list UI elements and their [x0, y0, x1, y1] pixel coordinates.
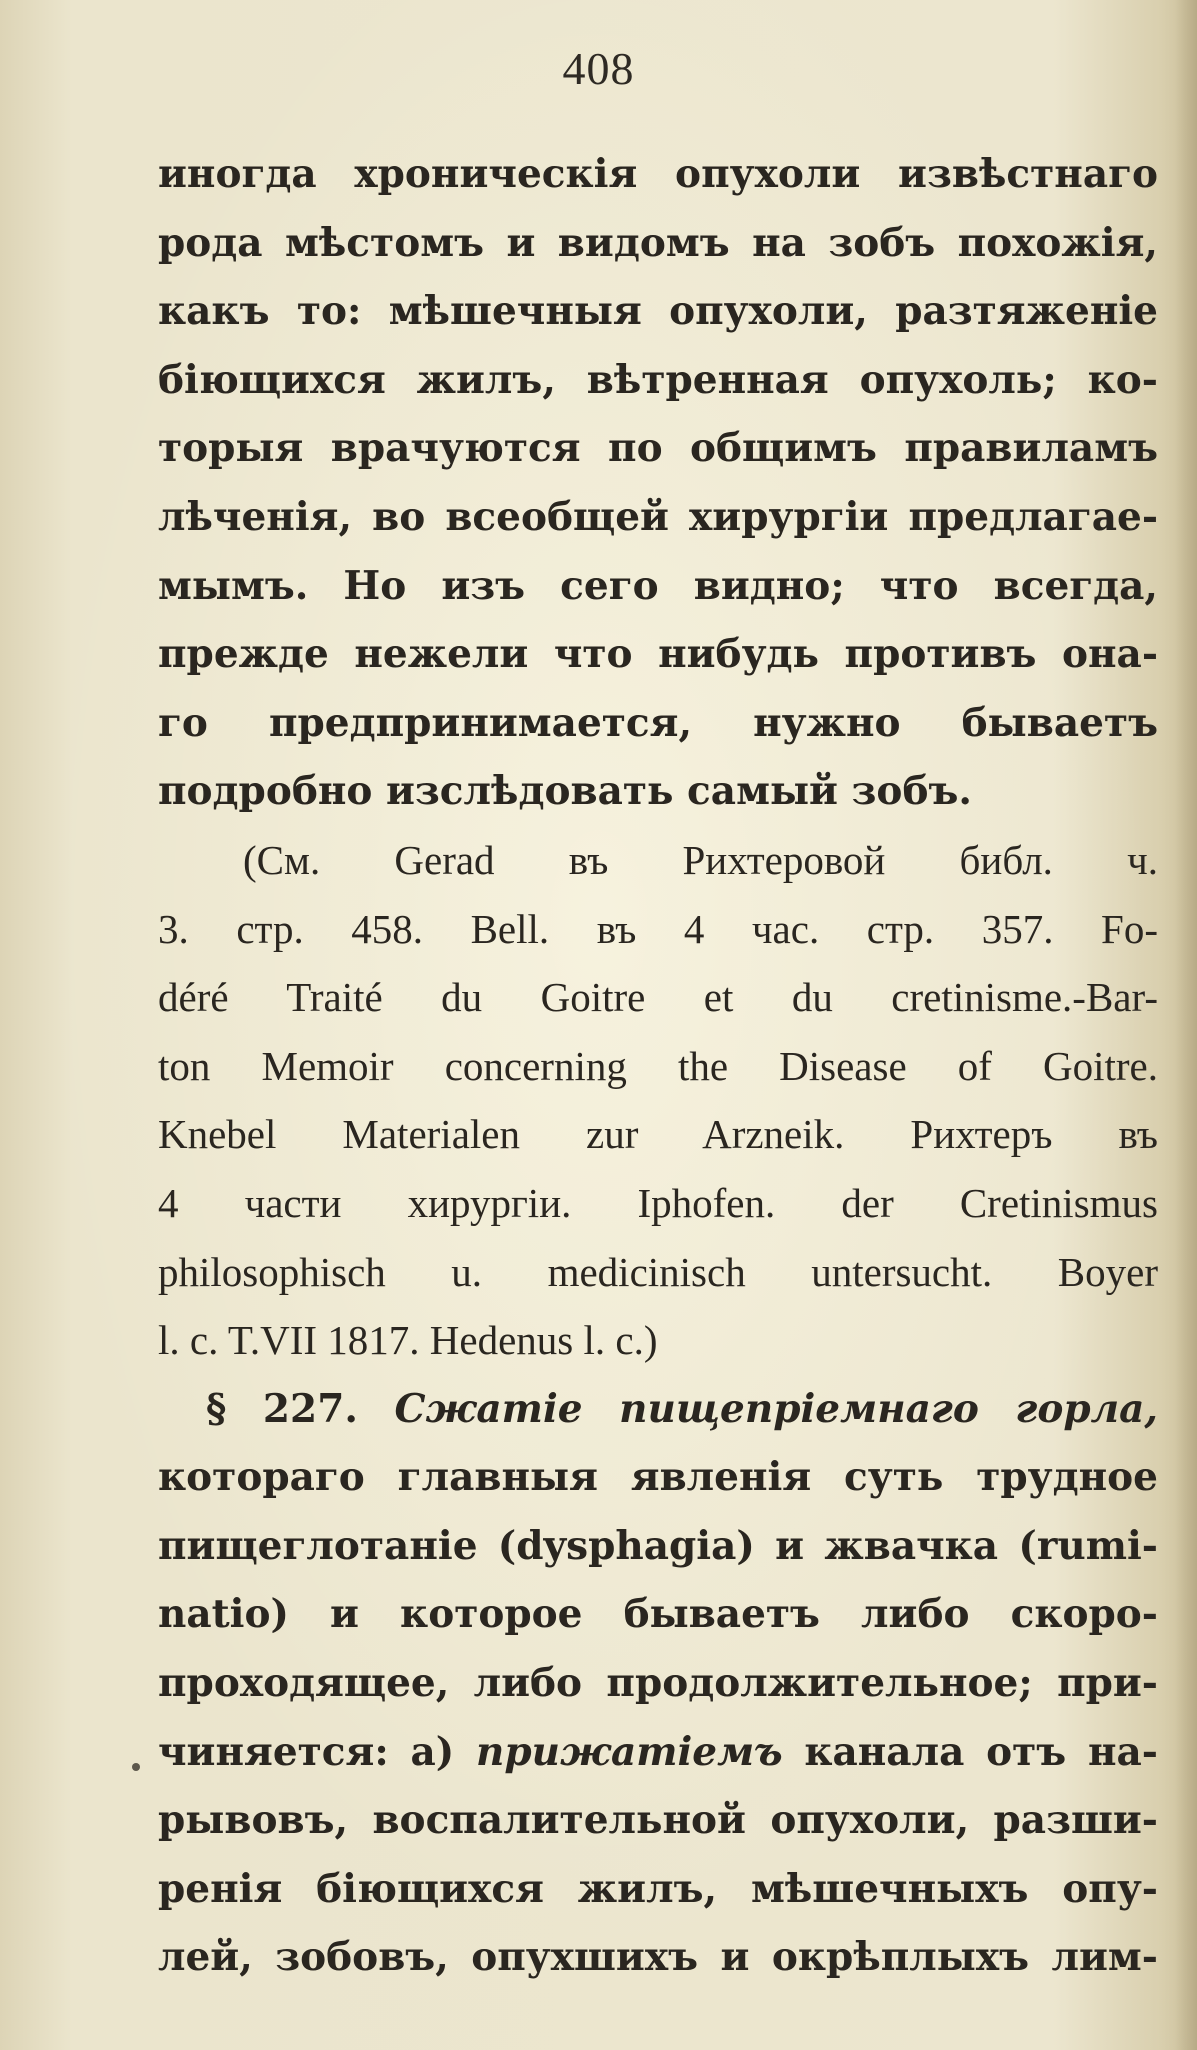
reference-line: l. c. T.VII 1817. Hedenus l. c.): [158, 1317, 658, 1364]
text-line: natio) и которое бываетъ либо скоро-: [158, 1591, 1158, 1638]
reference-line: (См. Gerad въ Рихтеровой библ. ч.: [243, 836, 1158, 883]
text-line: ренія біющихся жилъ, мѣшечныхъ опу-: [158, 1865, 1158, 1912]
reference-line: ton Memoir concerning the Disease of Goitre.: [158, 1042, 1158, 1089]
text-line: рывовъ, воспалительной опухоли, разши-: [158, 1797, 1158, 1844]
reference-line: 3. стр. 458. Bell. въ 4 час. стр. 357. Fo-: [158, 905, 1158, 952]
reference-line: Knebel Materialen zur Arzneik. Рихтеръ въ: [158, 1111, 1158, 1158]
emphasized-term: прижатіемъ: [476, 1728, 783, 1775]
section-heading-line: [158, 1375, 1158, 1444]
text-line: котораго главныя явленія суть трудное: [158, 1454, 1158, 1501]
text-line: лѣченія, во всеобщей хирургіи предлагае-: [158, 493, 1158, 540]
text-line: біющихся жилъ, вѣтренная опухоль; ко-: [158, 356, 1158, 403]
text-line: подробно изслѣдовать самый зобъ.: [158, 768, 972, 815]
reference-line: philosophisch u. medicinisch untersucht. Boyer: [158, 1248, 1158, 1295]
text-line: проходящее, либо продолжительное; при-: [158, 1660, 1158, 1707]
text-line: лей, зобовъ, опухшихъ и окрѣплыхъ лим-: [158, 1934, 1158, 1981]
text-line: рода мѣстомъ и видомъ на зобъ похожія,: [158, 219, 1158, 266]
page-edge-shadow: [1175, 0, 1197, 2050]
line-text: чиняется: а): [158, 1728, 455, 1775]
page-text: [158, 140, 1158, 1992]
text-line: го предпринимается, нужно бываетъ: [158, 699, 1158, 746]
section-mark: § 227.: [206, 1385, 358, 1432]
text-line: мымъ. Но изъ сего видно; что всегда,: [158, 562, 1158, 609]
reference-line: déré Traité du Goitre et du cretinisme.-Bar-: [158, 974, 1158, 1021]
ink-blot: [132, 1763, 140, 1771]
text-line: иногда хроническія опухоли извѣстнаго: [158, 151, 1158, 197]
section-heading: Сжатіе пищепріемнаго горла,: [394, 1385, 1158, 1432]
reference-line: 4 части хирургіи. Iphofen. der Cretinismus: [158, 1179, 1158, 1226]
text-line: прежде нежели что нибудь противъ она-: [158, 631, 1158, 678]
page-number: 408: [562, 43, 635, 94]
text-line: какъ то: мѣшечныя опухоли, разтяженіе: [158, 288, 1158, 335]
text-line-with-emphasis: [158, 1718, 1158, 1787]
text-line: пищеглотаніе (dysphagia) и жвачка (rumi-: [158, 1522, 1158, 1569]
line-text: канала отъ на-: [804, 1728, 1158, 1775]
text-line: торыя врачуются по общимъ правиламъ: [158, 425, 1158, 472]
